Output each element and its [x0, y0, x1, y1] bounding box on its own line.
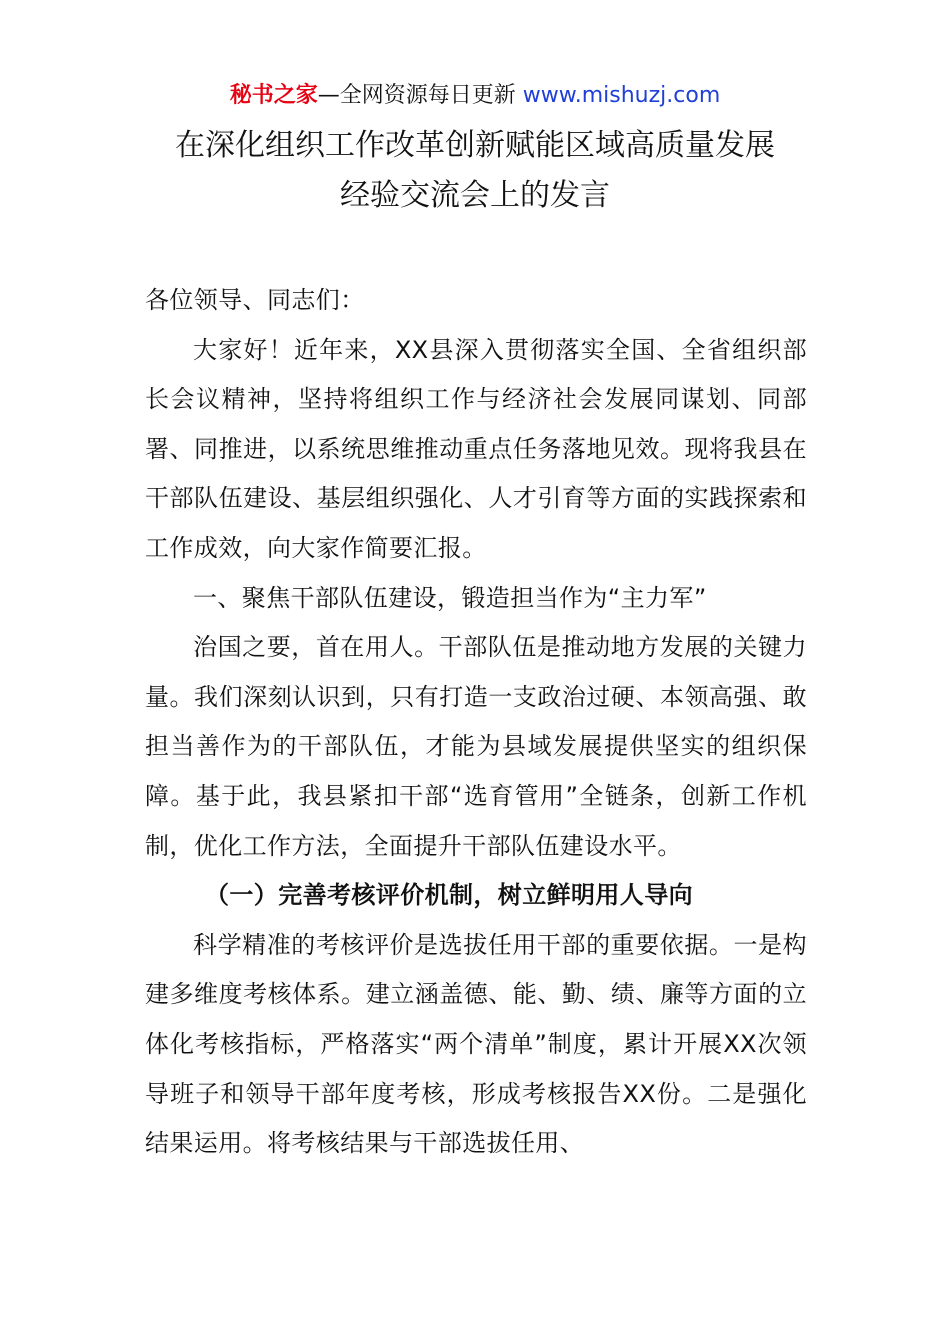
- subsection-1-heading: （一）完善考核评价机制，树立鲜明用人导向: [205, 881, 693, 910]
- subsection-1-paragraph: 科学精准的考核评价是选拔任用干部的重要依据。一是构建多维度考核体系。建立涵盖德、能、勤、绩、廉等方面的立体化考核指标，严格落实“两个清单”制度，累计开展XX次领导班子和领导干部年度考核，形成考核报告XX份。二是强化结果运用。将考核结果与干部选拔任用、: [145, 930, 807, 1158]
- document-body: [145, 276, 807, 1169]
- site-name: 秘书之家: [229, 83, 318, 108]
- section-1-heading: 一、聚焦干部队伍建设，锻造担当作为“主力军”: [193, 583, 707, 612]
- document-title-line-2: 经验交流会上的发言: [340, 178, 610, 213]
- site-url-link[interactable]: www.mishuzj.com: [522, 83, 721, 108]
- greeting: 各位领导、同志们：: [145, 286, 365, 314]
- site-slogan: —全网资源每日更新: [317, 83, 523, 108]
- document-title-line-1: 在深化组织工作改革创新赋能区域高质量发展: [175, 128, 775, 163]
- intro-paragraph: 大家好！近年来，XX县深入贯彻落实全国、全省组织部长会议精神，坚持将组织工作与经济社会发展同谋划、同部署、同推进，以系统思维推动重点任务落地见效。现将我县在干部队伍建设、基层组织强化、人才引育等方面的实践探索和工作成效，向大家作简要汇报。: [145, 335, 807, 562]
- site-header: [0, 80, 950, 112]
- section-1-paragraph: 治国之要，首在用人。干部队伍是推动地方发展的关键力量。我们深刻认识到，只有打造一支政治过硬、本领高强、敢担当善作为的干部队伍，才能为县域发展提供坚实的组织保障。基于此，我县紧扣干部“选育管用”全链条，创新工作机制，优化工作方法，全面提升干部队伍建设水平。: [145, 633, 807, 860]
